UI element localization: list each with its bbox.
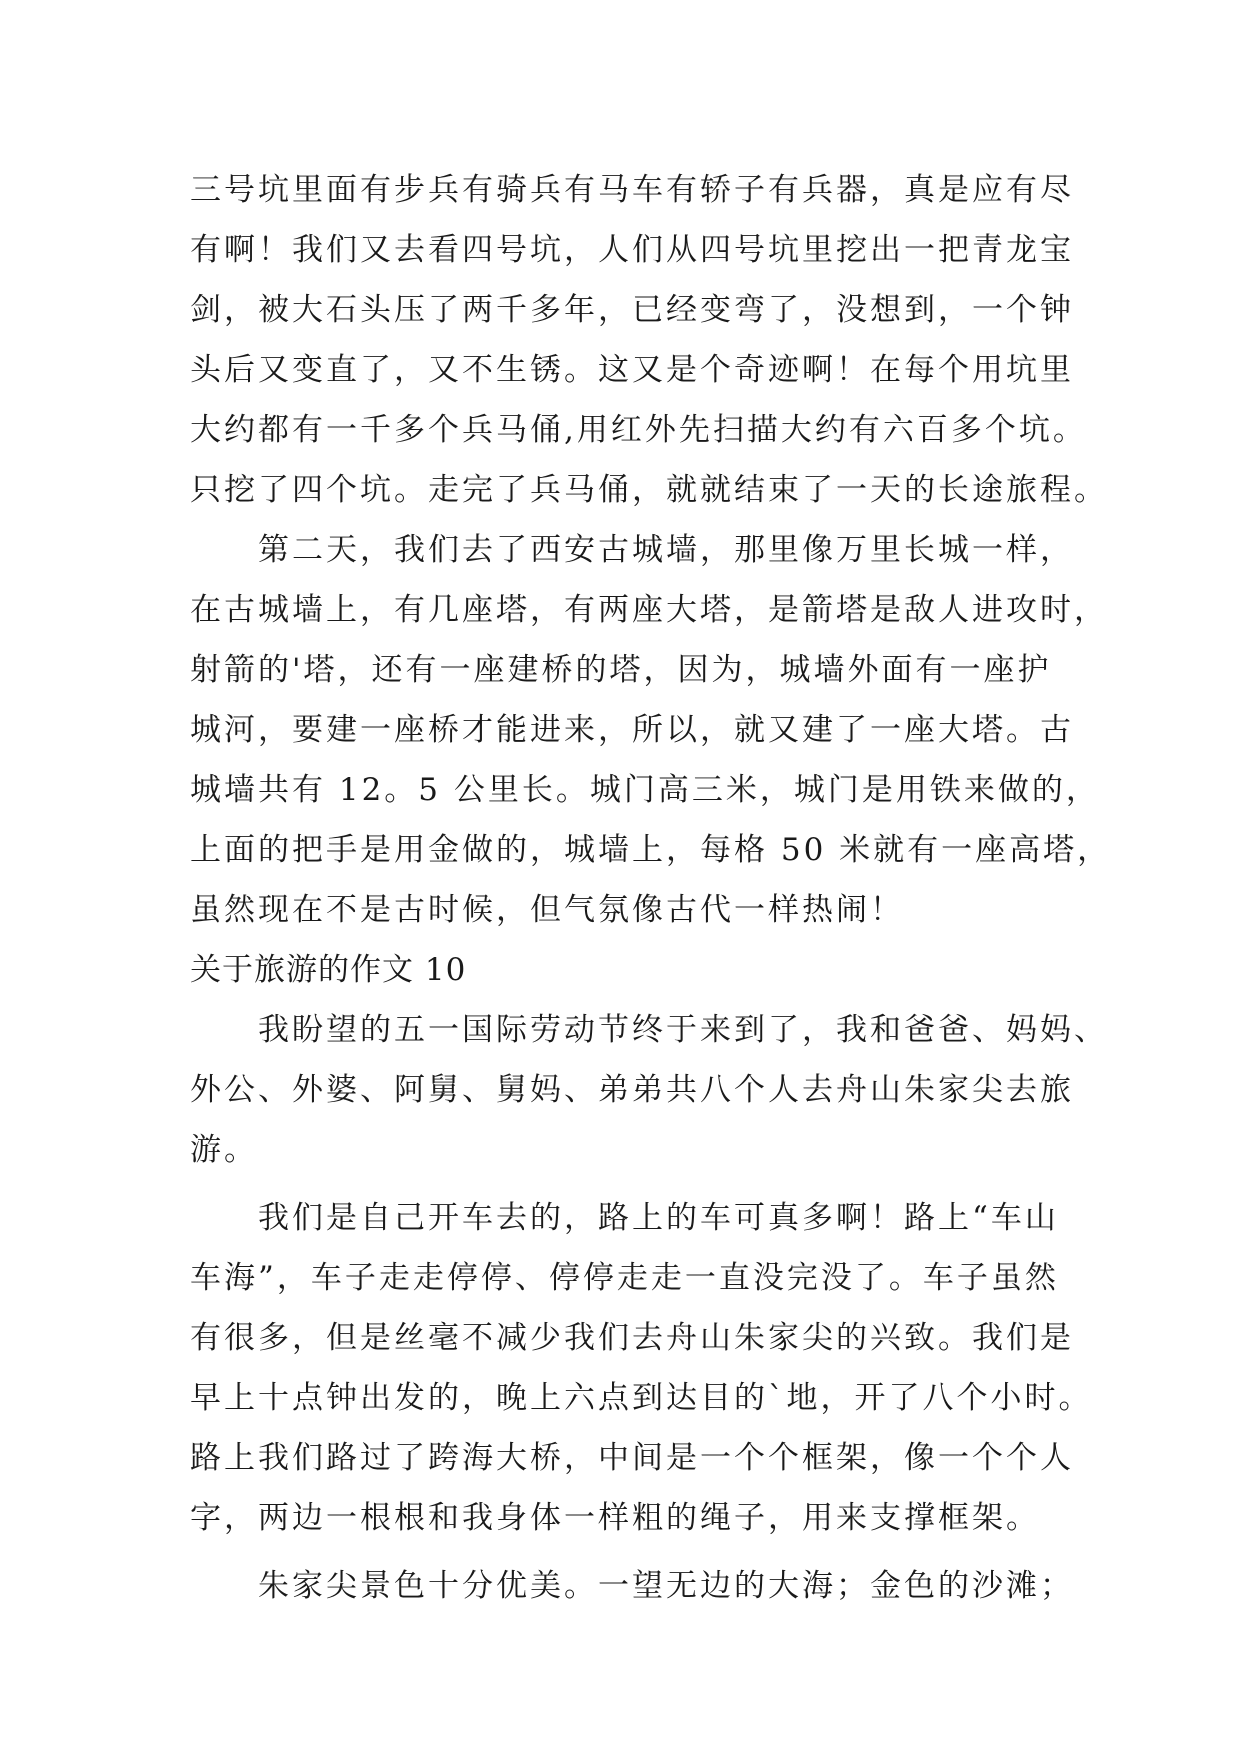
text-line: 我们是自己开车去的，路上的车可真多啊！路上“车山 <box>190 1200 1059 1236</box>
paragraph-2 <box>190 520 1112 940</box>
document-body <box>190 160 1112 1616</box>
text-line: 朱家尖景色十分优美。一望无边的大海；金色的沙滩； <box>190 1568 1074 1604</box>
text-line: 游。 <box>190 1132 258 1168</box>
text-line: 三号坑里面有步兵有骑兵有马车有轿子有兵器，真是应有尽 <box>190 172 1074 208</box>
paragraph-spacer <box>190 1180 1070 1188</box>
paragraph-5 <box>190 1556 1074 1616</box>
text-line: 头后又变直了，又不生锈。这又是个奇迹啊！在每个用坑里 <box>190 352 1074 388</box>
text-line: 大约都有一千多个兵马俑,用红外先扫描大约有六百多个坑。 <box>190 412 1087 448</box>
paragraph-1 <box>190 160 1108 520</box>
text-line: 路上我们路过了跨海大桥，中间是一个个框架，像一个个人 <box>190 1440 1074 1476</box>
text-line: 城河，要建一座桥才能进来，所以，就又建了一座大塔。古 <box>190 712 1074 748</box>
text-line: 早上十点钟出发的，晚上六点到达目的`地，开了八个小时。 <box>190 1380 1093 1416</box>
paragraph-spacer <box>190 1548 1070 1556</box>
text-line: 上面的把手是用金做的，城墙上，每格 50 米就有一座高塔， <box>190 832 1112 868</box>
text-line: 字，两边一根根和我身体一样粗的绳子，用来支撑框架。 <box>190 1500 1040 1536</box>
text-line: 城墙共有 12。5 公里长。城门高三米，城门是用铁来做的， <box>190 772 1100 808</box>
text-line: 在古城墙上，有几座塔，有两座大塔，是箭塔是敌人进攻时， <box>190 592 1108 628</box>
paragraph-4 <box>190 1188 1093 1548</box>
text-line: 剑，被大石头压了两千多年，已经变弯了，没想到，一个钟 <box>190 292 1074 328</box>
text-line: 有啊！我们又去看四号坑，人们从四号坑里挖出一把青龙宝 <box>190 232 1074 268</box>
text-line: 车海”，车子走走停停、停停走走一直没完没了。车子虽然 <box>190 1260 1059 1296</box>
text-line: 外公、外婆、阿舅、舅妈、弟弟共八个人去舟山朱家尖去旅 <box>190 1072 1074 1108</box>
text-line: 我盼望的五一国际劳动节终于来到了，我和爸爸、妈妈、 <box>190 1012 1108 1048</box>
text-line: 第二天，我们去了西安古城墙，那里像万里长城一样， <box>190 532 1074 568</box>
text-line: 有很多，但是丝毫不减少我们去舟山朱家尖的兴致。我们是 <box>190 1320 1074 1356</box>
text-line: 射箭的'塔，还有一座建桥的塔，因为，城墙外面有一座护 <box>190 652 1052 688</box>
section-heading: 关于旅游的作文 10 <box>190 952 467 988</box>
text-line: 只挖了四个坑。走完了兵马俑，就就结束了一天的长途旅程。 <box>190 472 1108 508</box>
text-line: 虽然现在不是古时候，但气氛像古代一样热闹！ <box>190 892 904 928</box>
paragraph-3 <box>190 1000 1108 1180</box>
